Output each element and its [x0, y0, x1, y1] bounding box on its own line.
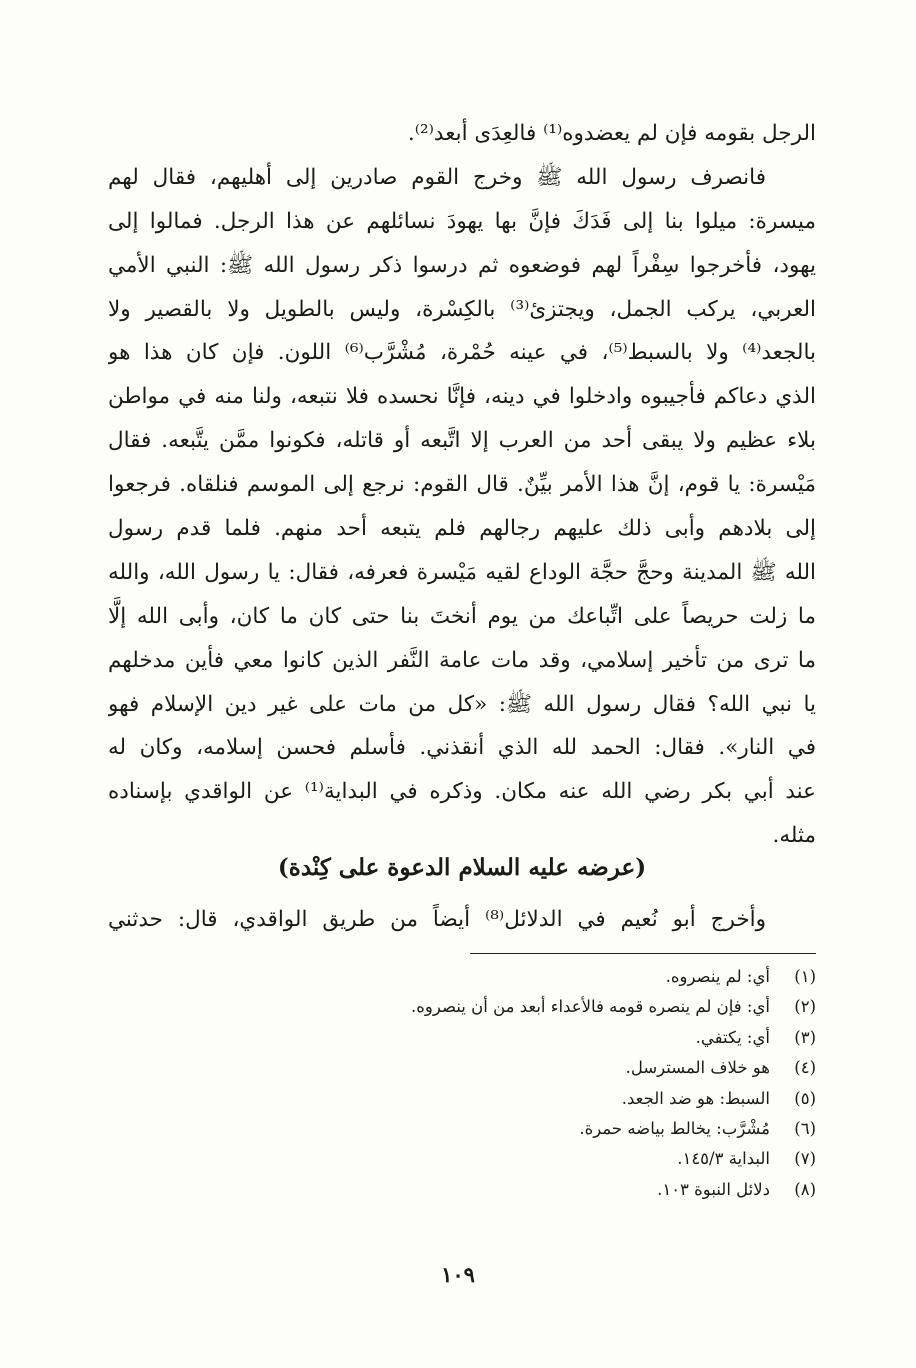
footnote-divider	[470, 953, 816, 954]
main-text	[108, 112, 816, 858]
page-number: ١٠٩	[441, 1262, 475, 1287]
footnote-number: (٤)	[794, 1058, 816, 1078]
text-line: مَيْسرة: يا قوم، إنَّ هذا الأمر بيِّنٌ. قال القوم: نرجع إلى الموسم فنلقاه. فرجعوا	[108, 472, 816, 498]
section-heading: (عرضه عليه السلام الدعوة على كِنْدة)	[277, 854, 647, 881]
footnote-text: البداية ١٤٥/٣.	[677, 1149, 770, 1169]
footnote-text: دلائل النبوة ١٠٣.	[657, 1179, 770, 1199]
footnote-number: (٥)	[794, 1088, 816, 1108]
text-line: عند أبي بكر رضي الله عنه مكان. وذكره في البداية⁽¹⁾ عن الواقدي بإسناده	[108, 779, 816, 805]
footnote-number: (٨)	[794, 1179, 816, 1199]
text-line: وأخرج أبو نُعيم في الدلائل⁽⁸⁾ أيضاً من طريق الواقدي، قال: حدثني	[108, 907, 766, 932]
text-line: فانصرف رسول الله ﷺ وخرج القوم صادرين إلى أهليهم، فقال لهم	[108, 164, 766, 190]
footnote-item	[296, 1053, 816, 1083]
footnote-text: هو خلاف المسترسل.	[625, 1058, 770, 1078]
text-line: إلى بلادهم وأبى ذلك عليهم رجالهم فلم يتبعه أحد منهم. فلما قدم رسول	[108, 516, 816, 542]
text-line: مثله.	[772, 823, 816, 849]
footnote-number: (٢)	[794, 997, 816, 1017]
text-line: ما ترى من تأخير إسلامي، وقد مات عامة النَّفر الذين كانوا معي فأين مدخلهم	[108, 647, 816, 673]
footnote-text: أي: فإن لم ينصره قومه فالأعداء أبعد من أن ينصروه.	[411, 997, 770, 1017]
footnote-text: أي: لم ينصروه.	[665, 967, 770, 986]
text-line: الله ﷺ المدينة وحجَّ حجَّة الوداع لقيه مَيْسرة فعرفه، فقال: يا رسول الله، والله	[108, 559, 816, 585]
footnote-item	[296, 1084, 816, 1114]
text-line: يا نبي الله؟ فقال رسول الله ﷺ: «كل من مات على غير دين الإسلام فهو	[108, 691, 816, 717]
text-line: بلاء عظيم ولا يبقى أحد من العرب إلا اتَّبعه أو قاتله، فكونوا ممَّن يتَّبعه. فقال	[108, 428, 816, 454]
footnote-item	[296, 992, 816, 1022]
footnote-number: (٧)	[794, 1149, 816, 1169]
footnote-item	[296, 1175, 816, 1205]
footnote-item	[296, 1114, 816, 1144]
footnote-item	[296, 1144, 816, 1174]
footnotes	[296, 962, 816, 1205]
text-line: العربي، يركب الجمل، ويجتزئ⁽³⁾ بالكِسْرة، وليس بالطويل ولا بالقصير ولا	[108, 296, 816, 322]
text-line: يهود، فأخرجوا سِفْراً لهم فوضعوه ثم درسوا ذكر رسول الله ﷺ: النبي الأمي	[108, 252, 816, 278]
text-line: الذي دعاكم فأجيبوه وادخلوا في دينه، فإنَّا نحسده فلا نتبعه، ولنا منه في مواطن	[108, 384, 816, 410]
footnote-text: السبط: هو ضد الجعد.	[621, 1088, 770, 1108]
footnote-number: (١)	[794, 967, 816, 986]
footnote-item	[296, 1023, 816, 1053]
footnote-item	[296, 962, 816, 992]
footnote-number: (٦)	[794, 1118, 816, 1138]
text-line: ميسرة: ميلوا بنا إلى فَدَكَ فإنَّ بها يهودَ نسائلهم عن هذا الرجل. فمالوا إلى	[108, 208, 816, 234]
text-line: الرجل بقومه فإن لم يعضدوه⁽¹⁾ فالعِدَى أبعد⁽²⁾.	[407, 121, 816, 146]
footnote-text: أي: يكتفي.	[695, 1027, 770, 1047]
text-line: ما زلت حريصاً على اتِّباعك من يوم أنختَ بنا حتى كان ما كان، وأبى الله إلَّا	[108, 603, 816, 629]
text-line: في النار». فقال: الحمد لله الذي أنقذني. فأسلم فحسن إسلامه، وكان له	[108, 735, 816, 761]
footnote-text: مُشْرَّب: يخالط بياضه حمرة.	[579, 1118, 770, 1138]
footnote-number: (٣)	[794, 1027, 816, 1047]
text-line: بالجعد⁽⁴⁾ ولا بالسبط⁽⁵⁾، في عينه حُمْرة، مُشْرَّب⁽⁶⁾ اللون. فإن كان هذا هو	[108, 340, 816, 366]
